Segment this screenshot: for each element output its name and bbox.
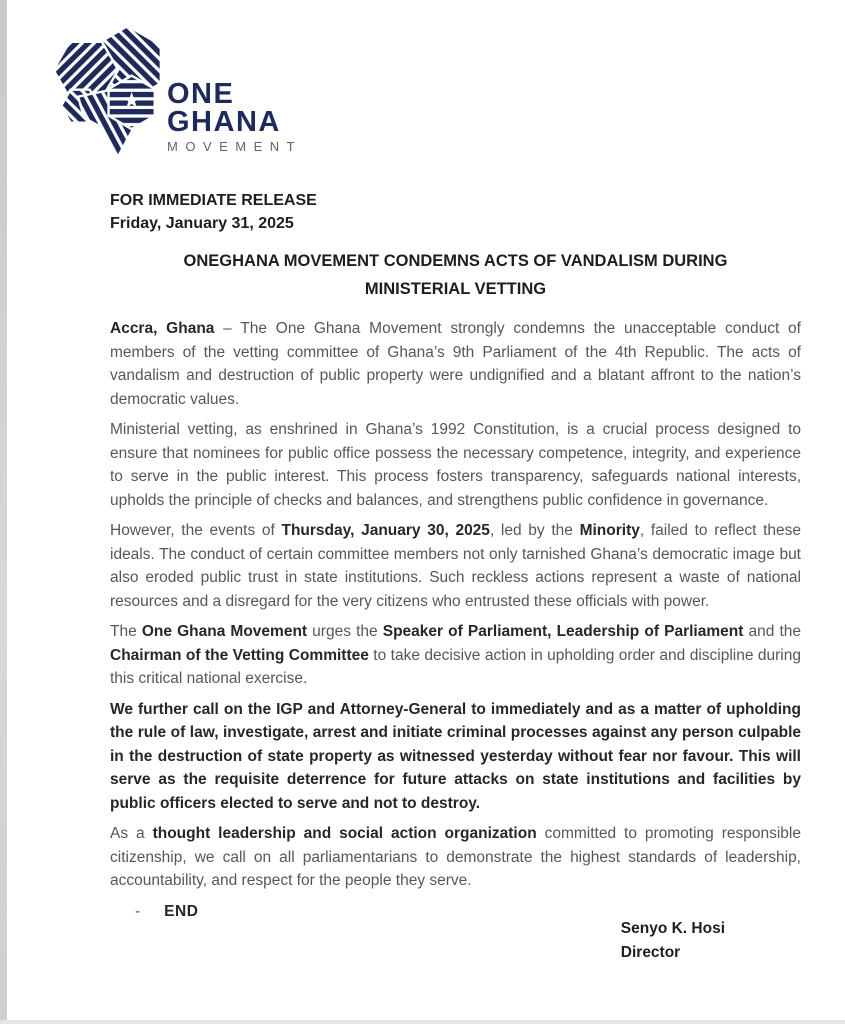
text-run: As a [110,825,153,842]
ghana-map-logo-icon [40,14,166,164]
text-run: urges the [307,623,383,640]
brand-one: ONE [167,78,235,110]
paragraph-5 [110,698,801,816]
text-run: Thursday, January 30, 2025 [281,522,490,539]
end-label: END [164,902,199,920]
paragraph-2 [110,418,801,512]
text-run: , failed to reflect these ideals. The conduct of certain committee members not only tarnished Ghana’s democratic image but also eroded public trust in state institutions. Such reckless actions represent a waste of national resources and a disregard for the very citizens who entrusted these officials with power. [110,522,801,610]
page-title-line2: MINISTERIAL VETTING [364,280,547,298]
text-run: Accra, Ghana [110,320,215,337]
photo-edge-bottom [0,1020,845,1024]
text-run: and the [743,623,801,640]
text-run: , led by the [489,522,580,539]
signature-block [621,917,725,965]
oneghana-logo [40,12,340,167]
release-date: Friday, January 31, 2025 [110,215,294,232]
signature-role: Director [620,944,681,961]
paragraph-3 [110,519,801,613]
document-content [110,189,801,965]
photo-edge-left [0,0,7,1024]
signature-name: Senyo K. Hosi [620,920,725,937]
release-block [110,189,801,235]
brand-ghana: GHANA [167,106,281,138]
end-dash: - [135,902,141,920]
text-run: We further call on the IGP and Attorney-General to immediately and as a matter of upholding the rule of law, investigate, arrest and initiate criminal processes against any person culpable in the destruction of state property as witnessed yesterday without fear nor favour. This will serve as the requisite deterrence for future attacks on state institutions and facilities by public officers elected to serve and not to destroy. [110,700,801,812]
text-run: thought leadership and social action organization [152,825,537,842]
paragraph-4 [110,620,801,691]
text-run: One Ghana Movement [141,623,308,640]
brand-movement: MOVEMENT [167,139,303,154]
text-run: Speaker of Parliament, Leadership of Parliament [382,623,744,640]
text-run: committed to promoting responsible citizenship, we call on all parliamentarians to demonstrate the highest standards of leadership, accountability, and respect for the people they serve. [110,825,801,889]
text-run: Minority [579,522,640,539]
paragraph-1 [110,317,801,411]
text-run: to take decisive action in upholding order and discipline during this critical national exercise. [110,646,801,687]
paragraph-6 [110,822,801,893]
text-run: – The One Ghana Movement strongly condemns the unacceptable conduct of members of the vetting committee of Ghana’s 9th Parliament of the 4th Republic. The acts of vandalism and destruction of public property were undignified and a blatant affront to the nation’s democratic values. [110,320,801,408]
release-label: FOR IMMEDIATE RELEASE [110,192,317,209]
text-run: The [110,623,142,640]
text-run: Chairman of the Vetting Committee [110,646,369,664]
page-title [110,247,801,303]
paragraphs [110,317,801,893]
text-run: However, the events of [110,522,282,539]
page-title-line1: ONEGHANA MOVEMENT CONDEMNS ACTS OF VANDALISM DURING [183,252,728,270]
brand-wordmark [167,80,302,153]
text-run: Ministerial vetting, as enshrined in Ghana’s 1992 Constitution, is a crucial process designed to ensure that nominees for public office possess the necessary competence, integrity, and experience to serve in the public interest. This process fosters transparency, safeguards national interests, upholds the principle of checks and balances, and strengthens public confidence in governance. [110,421,801,509]
